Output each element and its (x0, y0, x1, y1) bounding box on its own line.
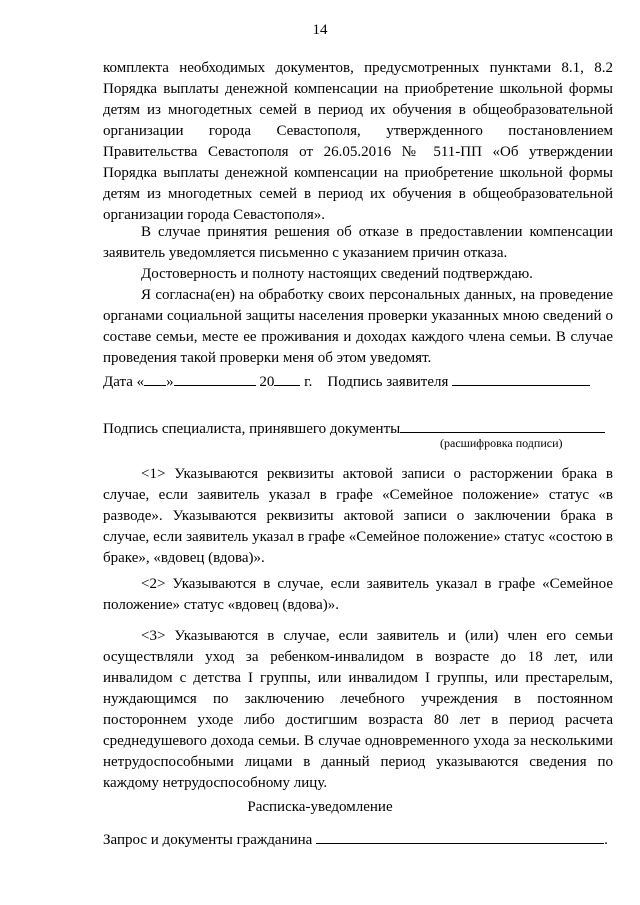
signature-decoding-hint: (расшифровка подписи) (440, 436, 563, 450)
request-line-end: . (604, 832, 608, 848)
date-label: Дата « (103, 374, 145, 390)
consent-paragraph: Я согласна(ен) на обработку своих персональных данных, на проведение органами социальной защиты населения проверки указанных мною сведений о составе семьи, месте ее проживания и доходах каждого члена семьи. В случае проведения такой проверки меня об этом уведомят. (103, 287, 613, 366)
date-signature-line (103, 371, 590, 393)
refusal-paragraph: В случае принятия решения об отказе в предоставлении компенсации заявитель уведомляется письменно с указанием причин отказа. (103, 224, 613, 261)
footnote-3: <3> Указываются в случае, если заявитель и (или) член его семьи осуществляли уход за ребенком-инвалидом в возрасте до 18 лет, или инвалидом с детства I группы, или инвалидом I группы, или престарелым, нуждающимся по заключению лечебного учреждения в постоянном постороннем уходе либо достигшим возраста 80 лет в период расчета среднедушевого дохода семьи. В случае одновременного ухода за несколькими нетрудоспособными лицами в данный период указываются сведения по каждому нетрудоспособному лицу. (103, 628, 613, 791)
footnote-2: <2> Указываются в случае, если заявитель указал в графе «Семейное положение» статус «вдовец (вдова)». (103, 576, 613, 613)
year-suffix: г. (304, 374, 313, 390)
confirm-paragraph: Достоверность и полноту настоящих сведений подтверждаю. (141, 266, 533, 282)
receipt-title: Расписка-уведомление (247, 799, 393, 815)
applicant-signature-field[interactable] (452, 371, 590, 386)
top-paragraph: комплекта необходимых документов, предусмотренных пунктами 8.1, 8.2 Порядка выплаты денежной компенсации на приобретение школьной формы детям из многодетных семей в период их обучения в общеобразовательной организации города Севастополя, утвержденного постановлением Правительства Севастополя от 26.05.2016 № 511-ПП «Об утверждении Порядка выплаты денежной компенсации на приобретение школьной формы детям из многодетных семей в период их обучения в общеобразовательной организации города Севастополя». (103, 60, 613, 223)
page-number: 14 (312, 22, 328, 38)
day-field[interactable] (144, 371, 166, 386)
request-label: Запрос и документы гражданина (103, 832, 313, 848)
footnote-1: <1> Указываются реквизиты актовой записи о расторжении брака в случае, если заявитель указал в графе «Семейное положение» статус «в разводе». Указываются реквизиты актовой записи о заключении брака в случае, если заявитель указал в графе «Семейное положение» статус «состою в браке», «вдовец (вдова)». (103, 466, 613, 566)
specialist-signature-field[interactable] (400, 418, 605, 433)
year-prefix: 20 (259, 374, 275, 390)
applicant-signature-label: Подпись заявителя (327, 374, 449, 390)
citizen-name-field[interactable] (316, 829, 604, 844)
year-field[interactable] (274, 371, 300, 386)
month-field[interactable] (174, 371, 256, 386)
request-line (103, 829, 608, 851)
date-quote-close: » (166, 374, 174, 390)
specialist-signature-label: Подпись специалиста, принявшего документы (103, 421, 401, 437)
